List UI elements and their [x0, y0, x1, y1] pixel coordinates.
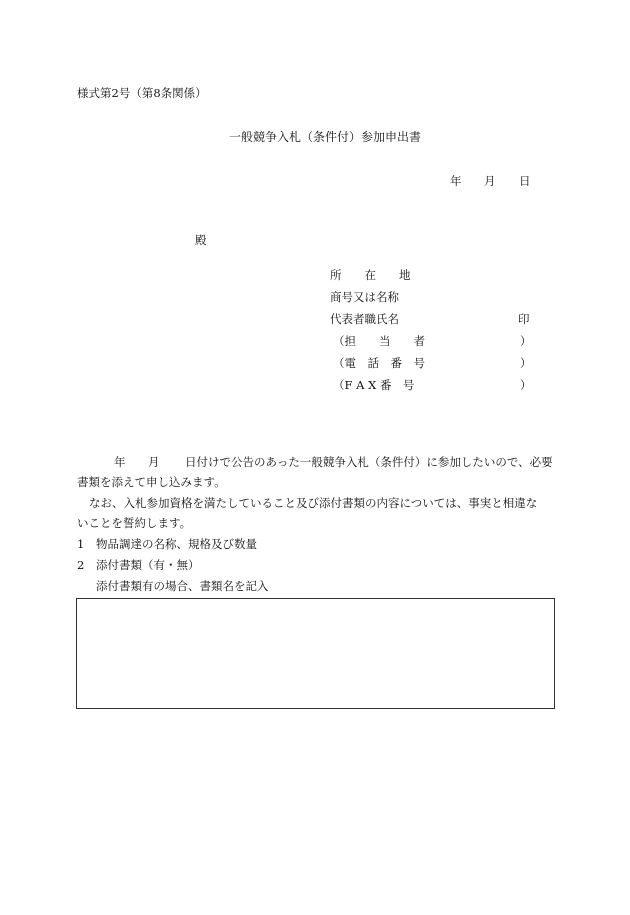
body-paragraph-1-line-2: 書類を添えて申し込みます。 [77, 475, 226, 489]
form-number: 様式第2号（第8条関係） [77, 86, 207, 100]
body-paragraph-2-line-2: いことを誓約します。 [77, 516, 192, 530]
attachment-note: 添付書類有の場合、書類名を記入 [96, 579, 269, 593]
contact-person-label: （担 当 者 [333, 334, 425, 348]
item-1-number: 1 [77, 537, 85, 551]
body-paragraph-1-line-1: 日付けで公告のあった一般競争入札（条件付）に参加したいので、必要 [185, 455, 553, 469]
representative-label: 代表者職氏名 [330, 312, 399, 326]
phone-close: ） [520, 356, 532, 370]
body-month: 月 [148, 455, 160, 469]
item-2-number: 2 [77, 558, 85, 572]
date-day: 日 [519, 174, 531, 188]
document-title: 一般競争入札（条件付）参加申出書 [229, 130, 422, 144]
date-month: 月 [484, 174, 496, 188]
date-year: 年 [450, 174, 462, 188]
item-2-text: 添付書類（有・無） [96, 558, 200, 572]
company-name-label: 商号又は名称 [330, 290, 399, 304]
attachment-names-box[interactable] [76, 598, 555, 709]
body-year: 年 [114, 455, 126, 469]
address-label: 所 在 地 [330, 268, 411, 282]
phone-label: （電 話 番 号 [333, 356, 425, 370]
fax-close: ） [520, 378, 532, 392]
body-paragraph-2-line-1: なお、入札参加資格を満たしていること及び添付書類の内容については、事実と相違な [89, 496, 538, 510]
addressee-suffix: 殿 [195, 233, 207, 247]
contact-person-close: ） [520, 334, 532, 348]
seal-mark: 印 [518, 312, 530, 326]
item-1-text: 物品調達の名称、規格及び数量 [96, 537, 257, 551]
fax-label: （F A X 番 号 [333, 378, 415, 392]
